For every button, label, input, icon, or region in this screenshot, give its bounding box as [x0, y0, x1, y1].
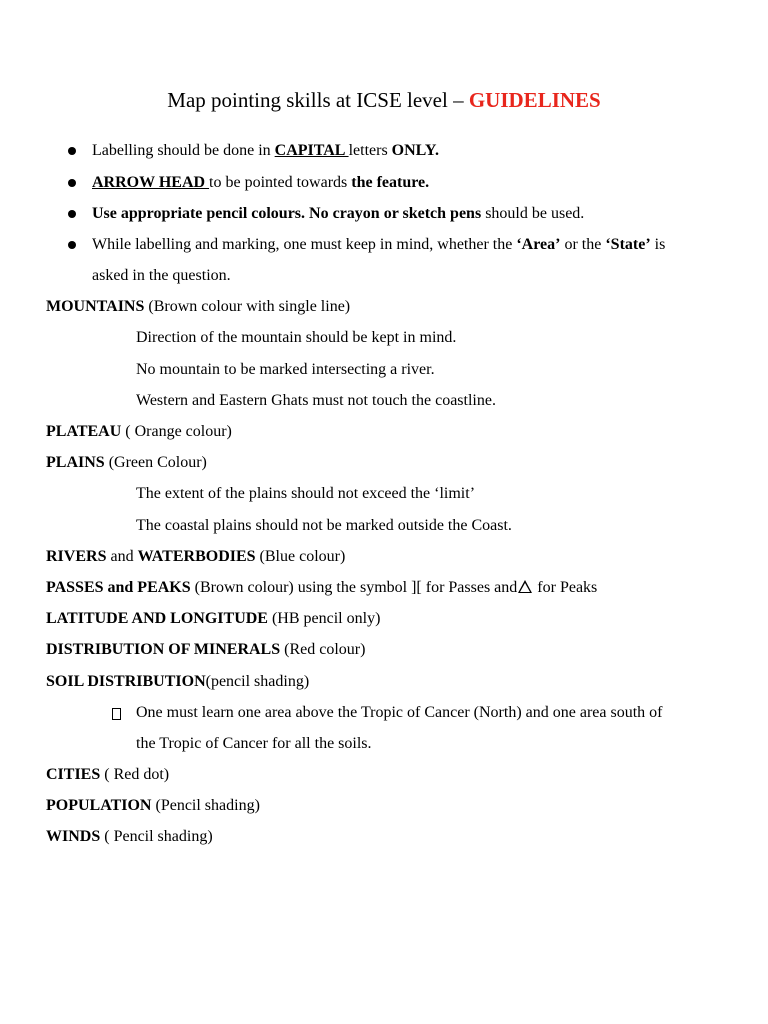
heading-winds: WINDS ( Pencil shading) — [46, 828, 213, 845]
bullet-dot-icon — [68, 179, 76, 187]
bullet-dot-icon — [68, 210, 76, 218]
page-title — [0, 86, 768, 114]
title-main: Map pointing skills at ICSE level – — [167, 88, 469, 112]
heading-passes-peaks: PASSES and PEAKS (Brown colour) using the symbol ][ for Passes and for Peaks — [46, 579, 598, 596]
heading-mountains: MOUNTAINS (Brown colour with single line) — [46, 298, 351, 315]
missing-glyph-box-icon — [112, 708, 121, 720]
heading-plateau: PLATEAU ( Orange colour) — [46, 423, 232, 440]
heading-latitude-longitude: LATITUDE AND LONGITUDE (HB pencil only) — [46, 610, 381, 627]
bullet-dot-icon — [68, 241, 76, 249]
soil-rule-1: One must learn one area above the Tropic of Cancer (North) and one area south of — [136, 704, 663, 721]
bullet-area-state: While labelling and marking, one must keep in mind, whether the ‘Area’ or the ‘State’ is — [92, 236, 666, 253]
heading-rivers: RIVERS and WATERBODIES (Blue colour) — [46, 548, 346, 565]
plains-rule-1: The extent of the plains should not exceed the ‘limit’ — [136, 485, 476, 502]
bullet-area-state-cont: asked in the question. — [92, 267, 231, 284]
bullet-arrow-head: ARROW HEAD to be pointed towards the feature. — [92, 174, 430, 191]
heading-minerals: DISTRIBUTION OF MINERALS (Red colour) — [46, 641, 366, 658]
mountains-rule-3: Western and Eastern Ghats must not touch the coastline. — [136, 392, 496, 409]
triangle-outline-icon — [518, 580, 532, 593]
mountains-rule-2: No mountain to be marked intersecting a river. — [136, 361, 435, 378]
mountains-rule-1: Direction of the mountain should be kept in mind. — [136, 329, 457, 346]
plains-rule-2: The coastal plains should not be marked outside the Coast. — [136, 517, 512, 534]
bullet-pencil-colours: Use appropriate pencil colours. No crayon or sketch pens should be used. — [92, 205, 585, 222]
heading-plains: PLAINS (Green Colour) — [46, 454, 207, 471]
bullet-dot-icon — [68, 147, 76, 155]
soil-rule-2: the Tropic of Cancer for all the soils. — [136, 735, 372, 752]
heading-population: POPULATION (Pencil shading) — [46, 797, 260, 814]
heading-cities: CITIES ( Red dot) — [46, 766, 170, 783]
bullet-labelling: Labelling should be done in CAPITAL letters ONLY. — [92, 142, 439, 159]
title-accent: GUIDELINES — [468, 88, 601, 112]
heading-soil: SOIL DISTRIBUTION(pencil shading) — [46, 673, 310, 690]
